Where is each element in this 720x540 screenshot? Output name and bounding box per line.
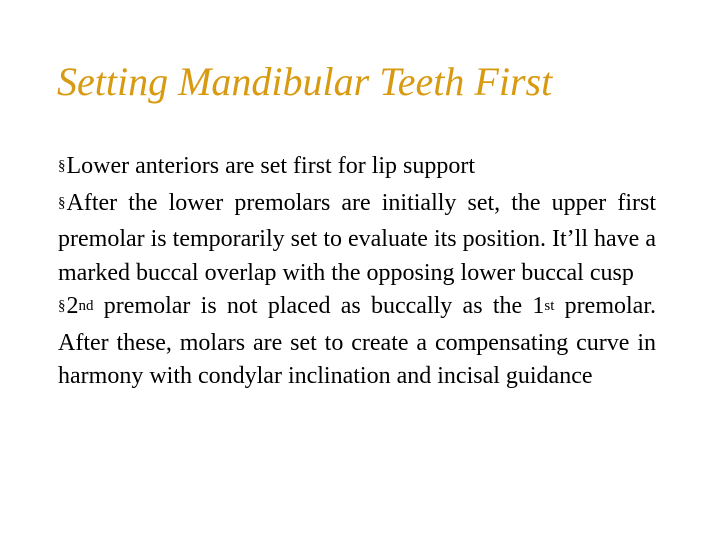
bullet-item-2: [58, 187, 656, 291]
bullet-marker: §: [58, 194, 66, 211]
bullet-text-end: premolar. After these, molars are set to create a compensating curve in harmony with condylar inclination and incisal guidance: [58, 293, 656, 389]
slide-title: Setting Mandibular Teeth First: [57, 59, 553, 104]
bullet-list: [58, 150, 656, 394]
bullet-text-middle: premolar is not placed as buccally as the 1: [93, 293, 545, 319]
bullet-text: After the lower premolars are initially set, the upper first premolar is temporarily set to evaluate its position. It’ll have a marked buccal overlap with the opposing lower buccal cusp: [58, 189, 656, 286]
bullet-item-1: [58, 150, 656, 187]
bullet-marker: §: [58, 158, 66, 174]
ordinal-number: 2: [66, 293, 79, 319]
bullet-item-3: [58, 290, 656, 394]
ordinal-suffix: st: [544, 298, 555, 314]
bullet-marker: §: [58, 298, 66, 314]
ordinal-suffix: nd: [78, 298, 94, 314]
bullet-text: Lower anteriors are set first for lip support: [66, 153, 476, 179]
